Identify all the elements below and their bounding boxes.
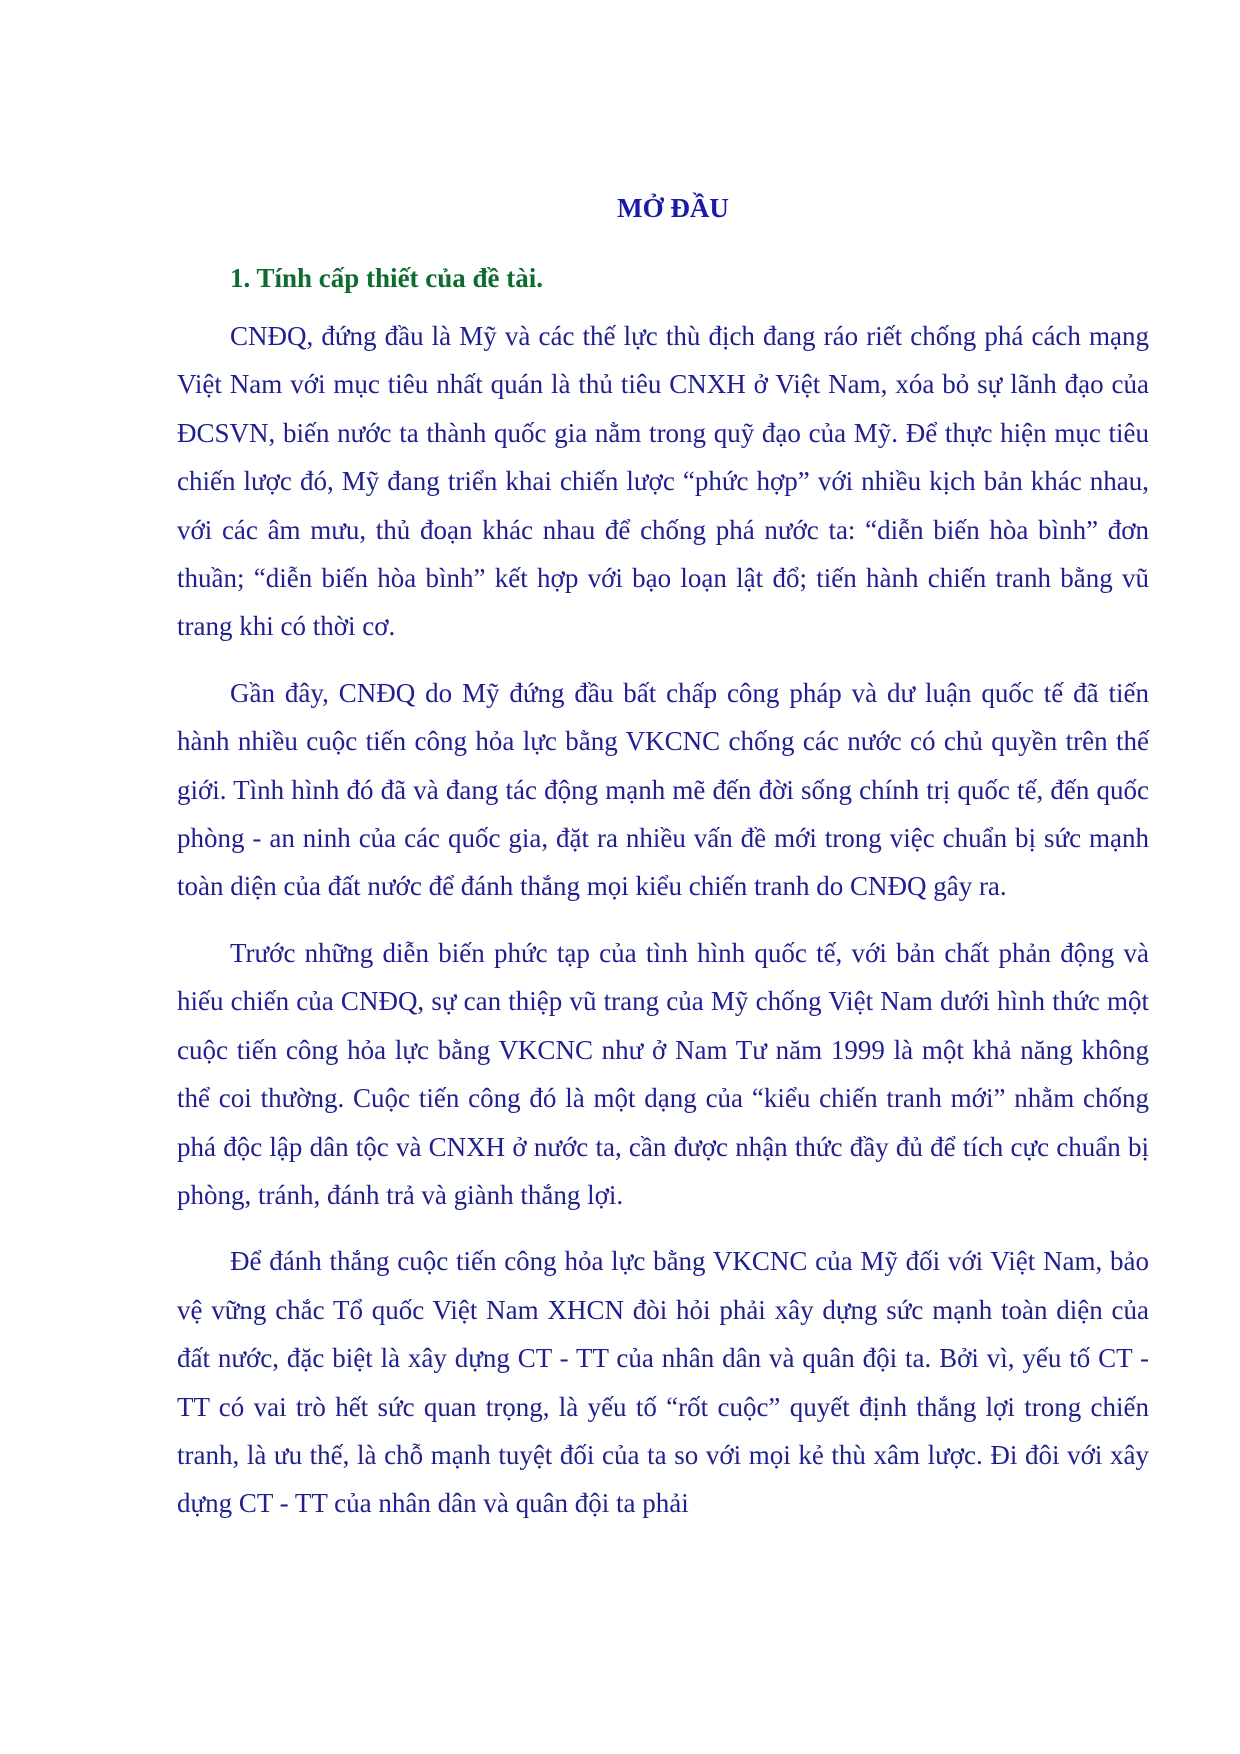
document-body bbox=[177, 188, 1149, 1528]
page-title: MỞ ĐẦU bbox=[617, 193, 729, 223]
paragraph-3: Trước những diễn biến phức tạp của tình hình quốc tế, với bản chất phản động và hiếu chiến của CNĐQ, sự can thiệp vũ trang của Mỹ chống Việt Nam dưới hình thức một cuộc tiến công hỏa lực bằng VKCNC như ở Nam Tư năm 1999 là một khả năng không thể coi thường. Cuộc tiến công đó là một dạng của “kiểu chiến tranh mới” nhằm chống phá độc lập dân tộc và CNXH ở nước ta, cần được nhận thức đầy đủ để tích cực chuẩn bị phòng, tránh, đánh trả và giành thắng lợi. bbox=[177, 937, 1149, 1210]
paragraph-1: CNĐQ, đứng đầu là Mỹ và các thế lực thù địch đang ráo riết chống phá cách mạng Việt Nam với mục tiêu nhất quán là thủ tiêu CNXH ở Việt Nam, xóa bỏ sự lãnh đạo của ĐCSVN, biến nước ta thành quốc gia nằm trong quỹ đạo của Mỹ. Để thực hiện mục tiêu chiến lược đó, Mỹ đang triển khai chiến lược “phức hợp” với nhiều kịch bản khác nhau, với các âm mưu, thủ đoạn khác nhau để chống phá nước ta: “diễn biến hòa bình” đơn thuần; “diễn biến hòa bình” kết hợp với bạo loạn lật đổ; tiến hành chiến tranh bằng vũ trang khi có thời cơ. bbox=[177, 321, 1149, 642]
paragraph-2: Gần đây, CNĐQ do Mỹ đứng đầu bất chấp công pháp và dư luận quốc tế đã tiến hành nhiều cuộc tiến công hỏa lực bằng VKCNC chống các nước có chủ quyền trên thế giới. Tình hình đó đã và đang tác động mạnh mẽ đến đời sống chính trị quốc tế, đến quốc phòng - an ninh của các quốc gia, đặt ra nhiều vấn đề mới trong việc chuẩn bị sức mạnh toàn diện của đất nước để đánh thắng mọi kiểu chiến tranh do CNĐQ gây ra. bbox=[177, 677, 1149, 902]
section-heading: 1. Tính cấp thiết của đề tài. bbox=[230, 263, 544, 293]
paragraph-4: Để đánh thắng cuộc tiến công hỏa lực bằng VKCNC của Mỹ đối với Việt Nam, bảo vệ vững chắc Tổ quốc Việt Nam XHCN đòi hỏi phải xây dựng sức mạnh toàn diện của đất nước, đặc biệt là xây dựng CT - TT của nhân dân và quân đội ta. Bởi vì, yếu tố CT - TT có vai trò hết sức quan trọng, là yếu tố “rốt cuộc” quyết định thắng lợi trong chiến tranh, là ưu thế, là chỗ mạnh tuyệt đối của ta so với mọi kẻ thù xâm lược. Đi đôi với xây dựng CT - TT của nhân dân và quân đội ta phải bbox=[177, 1246, 1149, 1519]
